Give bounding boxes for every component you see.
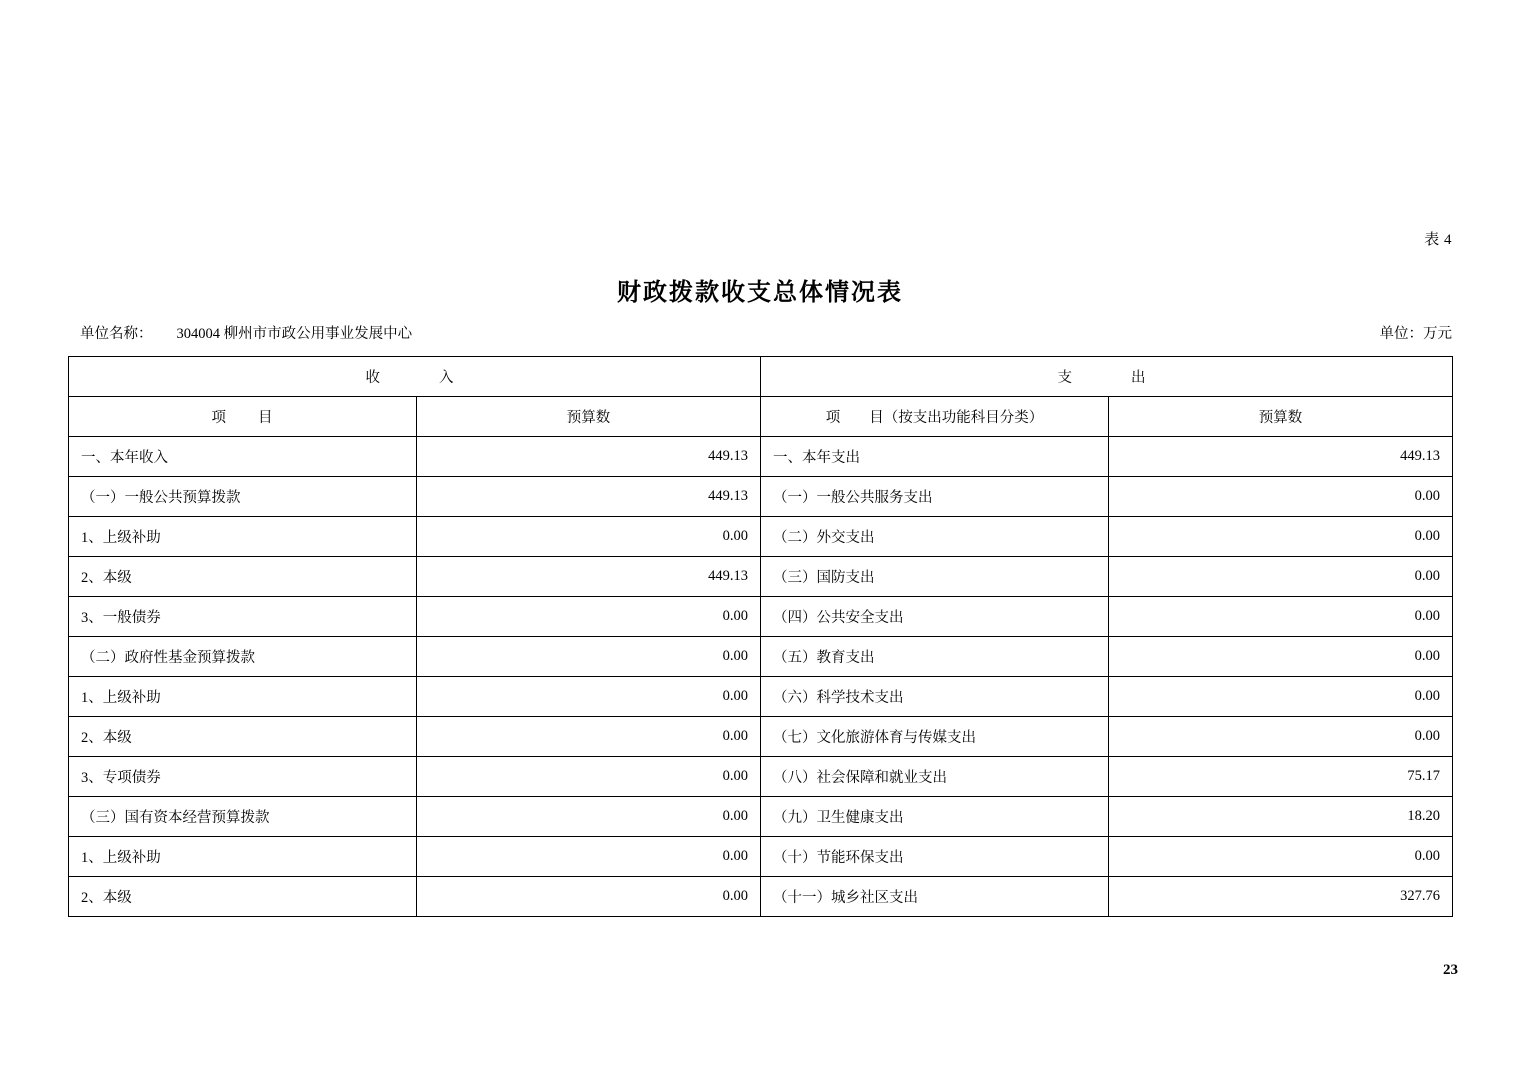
income-value-cell: 0.00 <box>417 797 761 837</box>
income-value-cell: 0.00 <box>417 757 761 797</box>
table-row <box>69 877 1453 917</box>
expense-item-cell: 一、本年支出 <box>761 437 1109 477</box>
expense-item-cell: （八）社会保障和就业支出 <box>761 757 1109 797</box>
table-row <box>69 637 1453 677</box>
expense-value-cell: 0.00 <box>1109 637 1453 677</box>
table-row <box>69 557 1453 597</box>
table-row <box>69 517 1453 557</box>
income-value-cell: 449.13 <box>417 557 761 597</box>
group-header-expense: 支 出 <box>761 357 1453 397</box>
income-item-cell: 1、上级补助 <box>69 837 417 877</box>
table-tag: 表 4 <box>1424 232 1452 248</box>
income-item-cell: （一）一般公共预算拨款 <box>69 477 417 517</box>
table-row <box>69 757 1453 797</box>
expense-value-cell: 0.00 <box>1109 517 1453 557</box>
meta-row <box>80 322 1452 342</box>
income-value-cell: 0.00 <box>417 877 761 917</box>
expense-item-cell: （六）科学技术支出 <box>761 677 1109 717</box>
income-item-cell: 一、本年收入 <box>69 437 417 477</box>
expense-value-cell: 0.00 <box>1109 837 1453 877</box>
expense-item-cell: （七）文化旅游体育与传媒支出 <box>761 717 1109 757</box>
expense-value-cell: 75.17 <box>1109 757 1453 797</box>
table-row <box>69 797 1453 837</box>
income-item-cell: 2、本级 <box>69 557 417 597</box>
expense-item-cell: （九）卫生健康支出 <box>761 797 1109 837</box>
unit-name-block <box>80 322 412 343</box>
income-value-cell: 0.00 <box>417 717 761 757</box>
table-row <box>69 837 1453 877</box>
expense-item-cell: （五）教育支出 <box>761 637 1109 677</box>
expense-value-cell: 327.76 <box>1109 877 1453 917</box>
page-title: 财政拨款收支总体情况表 <box>617 280 903 306</box>
income-item-cell: 3、专项债券 <box>69 757 417 797</box>
expense-value-cell: 18.20 <box>1109 797 1453 837</box>
expense-item-cell: （十一）城乡社区支出 <box>761 877 1109 917</box>
table-body <box>69 357 1453 917</box>
table-row <box>69 437 1453 477</box>
income-item-cell: 2、本级 <box>69 717 417 757</box>
income-item-cell: （三）国有资本经营预算拨款 <box>69 797 417 837</box>
expense-value-cell: 449.13 <box>1109 437 1453 477</box>
expense-item-cell: （二）外交支出 <box>761 517 1109 557</box>
unit-name-value: 304004 柳州市市政公用事业发展中心 <box>176 326 413 342</box>
column-header-expense-item: 项 目（按支出功能科目分类） <box>761 397 1109 437</box>
income-item-cell: 1、上级补助 <box>69 677 417 717</box>
expense-item-cell: （四）公共安全支出 <box>761 597 1109 637</box>
expense-value-cell: 0.00 <box>1109 557 1453 597</box>
income-item-cell: 2、本级 <box>69 877 417 917</box>
income-value-cell: 449.13 <box>417 477 761 517</box>
table-row <box>69 717 1453 757</box>
table-group-header-row <box>69 357 1453 397</box>
table-row <box>69 597 1453 637</box>
expense-value-cell: 0.00 <box>1109 597 1453 637</box>
column-header-expense-budget: 预算数 <box>1109 397 1453 437</box>
expense-item-cell: （一）一般公共服务支出 <box>761 477 1109 517</box>
income-item-cell: 1、上级补助 <box>69 517 417 557</box>
expense-value-cell: 0.00 <box>1109 477 1453 517</box>
expense-value-cell: 0.00 <box>1109 677 1453 717</box>
table-sub-header-row <box>69 397 1453 437</box>
income-value-cell: 0.00 <box>417 517 761 557</box>
amount-unit-label: 单位：万元 <box>1379 326 1452 342</box>
table-row <box>69 477 1453 517</box>
income-value-cell: 0.00 <box>417 677 761 717</box>
table-row <box>69 677 1453 717</box>
expense-item-cell: （三）国防支出 <box>761 557 1109 597</box>
income-value-cell: 449.13 <box>417 437 761 477</box>
expense-value-cell: 0.00 <box>1109 717 1453 757</box>
income-item-cell: 3、一般债券 <box>69 597 417 637</box>
income-value-cell: 0.00 <box>417 637 761 677</box>
column-header-income-item: 项 目 <box>69 397 417 437</box>
page-number: 23 <box>1443 962 1458 978</box>
unit-label: 单位名称： <box>80 326 153 342</box>
income-item-cell: （二）政府性基金预算拨款 <box>69 637 417 677</box>
budget-table <box>68 356 1453 917</box>
income-value-cell: 0.00 <box>417 837 761 877</box>
expense-item-cell: （十）节能环保支出 <box>761 837 1109 877</box>
column-header-income-budget: 预算数 <box>417 397 761 437</box>
group-header-income: 收 入 <box>69 357 761 397</box>
income-value-cell: 0.00 <box>417 597 761 637</box>
